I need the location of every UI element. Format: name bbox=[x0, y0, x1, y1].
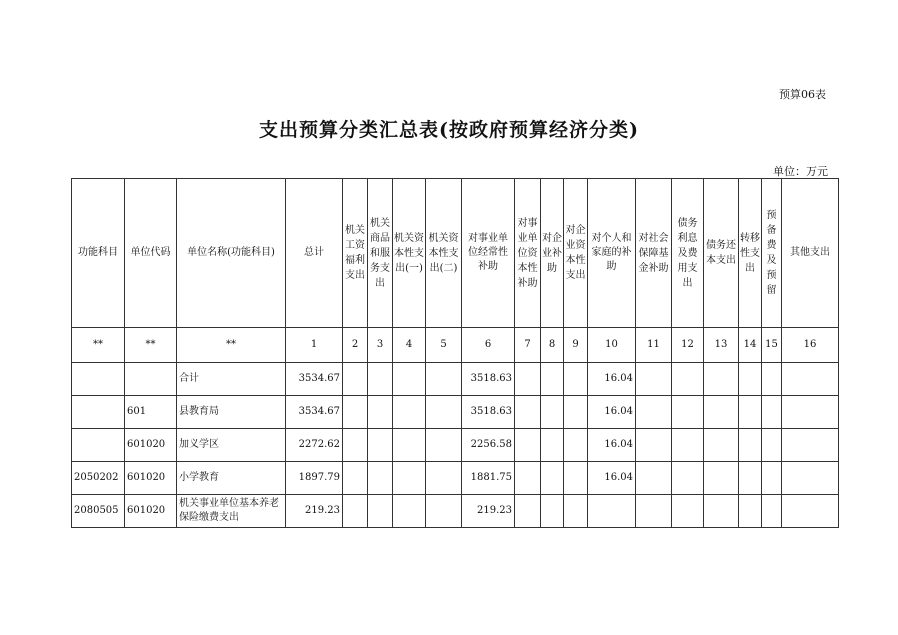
table-cell bbox=[368, 396, 393, 429]
budget-table bbox=[71, 178, 839, 528]
index-cell: 2 bbox=[343, 328, 368, 363]
column-header: 转移性支出 bbox=[739, 179, 762, 328]
table-cell bbox=[343, 396, 368, 429]
table-cell bbox=[72, 363, 125, 396]
table-cell bbox=[636, 429, 672, 462]
table-cell: 219.23 bbox=[286, 495, 343, 528]
table-cell bbox=[739, 462, 762, 495]
table-cell bbox=[368, 495, 393, 528]
table-cell bbox=[739, 429, 762, 462]
index-cell: 12 bbox=[672, 328, 704, 363]
table-cell bbox=[426, 429, 462, 462]
index-cell: 3 bbox=[368, 328, 393, 363]
table-cell bbox=[426, 363, 462, 396]
table-cell bbox=[393, 462, 426, 495]
table-cell bbox=[704, 363, 739, 396]
table-cell bbox=[564, 495, 588, 528]
table-cell bbox=[564, 462, 588, 495]
column-header: 单位代码 bbox=[125, 179, 177, 328]
table-cell bbox=[393, 396, 426, 429]
table-cell bbox=[393, 429, 426, 462]
table-cell bbox=[704, 495, 739, 528]
table-cell: 合计 bbox=[177, 363, 286, 396]
table-row bbox=[72, 363, 839, 396]
table-cell bbox=[739, 363, 762, 396]
table-body bbox=[72, 179, 839, 528]
table-cell bbox=[426, 462, 462, 495]
index-cell: 13 bbox=[704, 328, 739, 363]
table-cell bbox=[636, 462, 672, 495]
table-cell bbox=[541, 462, 564, 495]
table-cell bbox=[782, 396, 839, 429]
table-cell bbox=[515, 396, 541, 429]
table-cell: 加义学区 bbox=[177, 429, 286, 462]
table-cell bbox=[125, 363, 177, 396]
table-cell bbox=[368, 429, 393, 462]
table-cell: 16.04 bbox=[588, 429, 636, 462]
index-cell: 4 bbox=[393, 328, 426, 363]
table-cell: 3534.67 bbox=[286, 396, 343, 429]
table-cell: 16.04 bbox=[588, 396, 636, 429]
column-header: 总计 bbox=[286, 179, 343, 328]
table-cell: 2272.62 bbox=[286, 429, 343, 462]
column-header: 预备费及预留 bbox=[762, 179, 782, 328]
table-cell bbox=[762, 429, 782, 462]
table-cell bbox=[704, 462, 739, 495]
header-row bbox=[72, 179, 839, 328]
column-header: 其他支出 bbox=[782, 179, 839, 328]
table-cell bbox=[672, 363, 704, 396]
table-row bbox=[72, 495, 839, 528]
page-title: 支出预算分类汇总表(按政府预算经济分类) bbox=[259, 119, 639, 141]
table-cell bbox=[541, 495, 564, 528]
index-cell: 15 bbox=[762, 328, 782, 363]
column-header: 债务还本支出 bbox=[704, 179, 739, 328]
column-header: 功能科目 bbox=[72, 179, 125, 328]
table-cell bbox=[636, 363, 672, 396]
table-cell bbox=[343, 363, 368, 396]
index-cell: ** bbox=[125, 328, 177, 363]
table-cell bbox=[368, 363, 393, 396]
table-cell bbox=[739, 495, 762, 528]
column-header: 债务利息及费用支出 bbox=[672, 179, 704, 328]
index-row bbox=[72, 328, 839, 363]
table-cell: 2256.58 bbox=[462, 429, 515, 462]
index-cell: 11 bbox=[636, 328, 672, 363]
table-cell bbox=[762, 462, 782, 495]
table-row bbox=[72, 462, 839, 495]
table-cell bbox=[393, 495, 426, 528]
table-cell bbox=[541, 429, 564, 462]
table-cell: 1897.79 bbox=[286, 462, 343, 495]
table-cell bbox=[515, 495, 541, 528]
column-header: 对社会保障基金补助 bbox=[636, 179, 672, 328]
table-cell: 3518.63 bbox=[462, 396, 515, 429]
column-header: 对企业补助 bbox=[541, 179, 564, 328]
table-cell bbox=[672, 429, 704, 462]
table-cell: 1881.75 bbox=[462, 462, 515, 495]
table-cell: 2080505 bbox=[72, 495, 125, 528]
table-cell bbox=[782, 429, 839, 462]
table-cell: 16.04 bbox=[588, 462, 636, 495]
table-cell bbox=[393, 363, 426, 396]
table-cell bbox=[672, 462, 704, 495]
table-cell bbox=[782, 363, 839, 396]
table-cell: 3534.67 bbox=[286, 363, 343, 396]
table-cell bbox=[782, 462, 839, 495]
table-cell bbox=[739, 396, 762, 429]
table-cell: 601020 bbox=[125, 462, 177, 495]
table-cell bbox=[515, 363, 541, 396]
table-cell bbox=[762, 495, 782, 528]
table-cell bbox=[564, 429, 588, 462]
table-cell bbox=[343, 462, 368, 495]
table-cell bbox=[762, 396, 782, 429]
table-cell bbox=[426, 495, 462, 528]
index-cell: 10 bbox=[588, 328, 636, 363]
column-header: 对企业资本性支出 bbox=[564, 179, 588, 328]
index-cell: 5 bbox=[426, 328, 462, 363]
table-cell bbox=[636, 495, 672, 528]
table-cell bbox=[426, 396, 462, 429]
table-cell bbox=[515, 462, 541, 495]
column-header: 对事业单位经常性补助 bbox=[462, 179, 515, 328]
table-cell: 219.23 bbox=[462, 495, 515, 528]
column-header: 单位名称(功能科目) bbox=[177, 179, 286, 328]
form-number: 预算06表 bbox=[779, 88, 826, 101]
index-cell: 16 bbox=[782, 328, 839, 363]
table-cell: 机关事业单位基本养老保险缴费支出 bbox=[177, 495, 286, 528]
column-header: 对个人和家庭的补助 bbox=[588, 179, 636, 328]
table-cell bbox=[541, 363, 564, 396]
table-cell bbox=[72, 429, 125, 462]
table-cell bbox=[343, 429, 368, 462]
table-cell bbox=[704, 429, 739, 462]
table-cell bbox=[672, 495, 704, 528]
index-cell: 8 bbox=[541, 328, 564, 363]
table-cell bbox=[72, 396, 125, 429]
table-cell: 小学教育 bbox=[177, 462, 286, 495]
table-cell bbox=[368, 462, 393, 495]
table-cell: 2050202 bbox=[72, 462, 125, 495]
table-cell bbox=[672, 396, 704, 429]
table-cell: 3518.63 bbox=[462, 363, 515, 396]
index-cell: 14 bbox=[739, 328, 762, 363]
table-row bbox=[72, 429, 839, 462]
table-cell bbox=[588, 495, 636, 528]
table-cell bbox=[515, 429, 541, 462]
table-cell bbox=[564, 363, 588, 396]
column-header: 机关资本性支出(二) bbox=[426, 179, 462, 328]
table-row bbox=[72, 396, 839, 429]
index-cell: 9 bbox=[564, 328, 588, 363]
table-cell: 601 bbox=[125, 396, 177, 429]
column-header: 机关商品和服务支出 bbox=[368, 179, 393, 328]
index-cell: ** bbox=[72, 328, 125, 363]
table-cell bbox=[636, 396, 672, 429]
table-cell bbox=[782, 495, 839, 528]
table-cell: 601020 bbox=[125, 429, 177, 462]
index-cell: 6 bbox=[462, 328, 515, 363]
unit-label: 单位：万元 bbox=[773, 165, 828, 178]
table-cell bbox=[564, 396, 588, 429]
index-cell: 1 bbox=[286, 328, 343, 363]
table-cell: 601020 bbox=[125, 495, 177, 528]
index-cell: 7 bbox=[515, 328, 541, 363]
table-cell bbox=[343, 495, 368, 528]
table-cell bbox=[704, 396, 739, 429]
table-cell bbox=[541, 396, 564, 429]
table-cell bbox=[762, 363, 782, 396]
index-cell: ** bbox=[177, 328, 286, 363]
column-header: 机关资本性支出(一) bbox=[393, 179, 426, 328]
table-cell: 16.04 bbox=[588, 363, 636, 396]
column-header: 对事业单位资本性补助 bbox=[515, 179, 541, 328]
column-header: 机关工资福利支出 bbox=[343, 179, 368, 328]
table-cell: 县教育局 bbox=[177, 396, 286, 429]
